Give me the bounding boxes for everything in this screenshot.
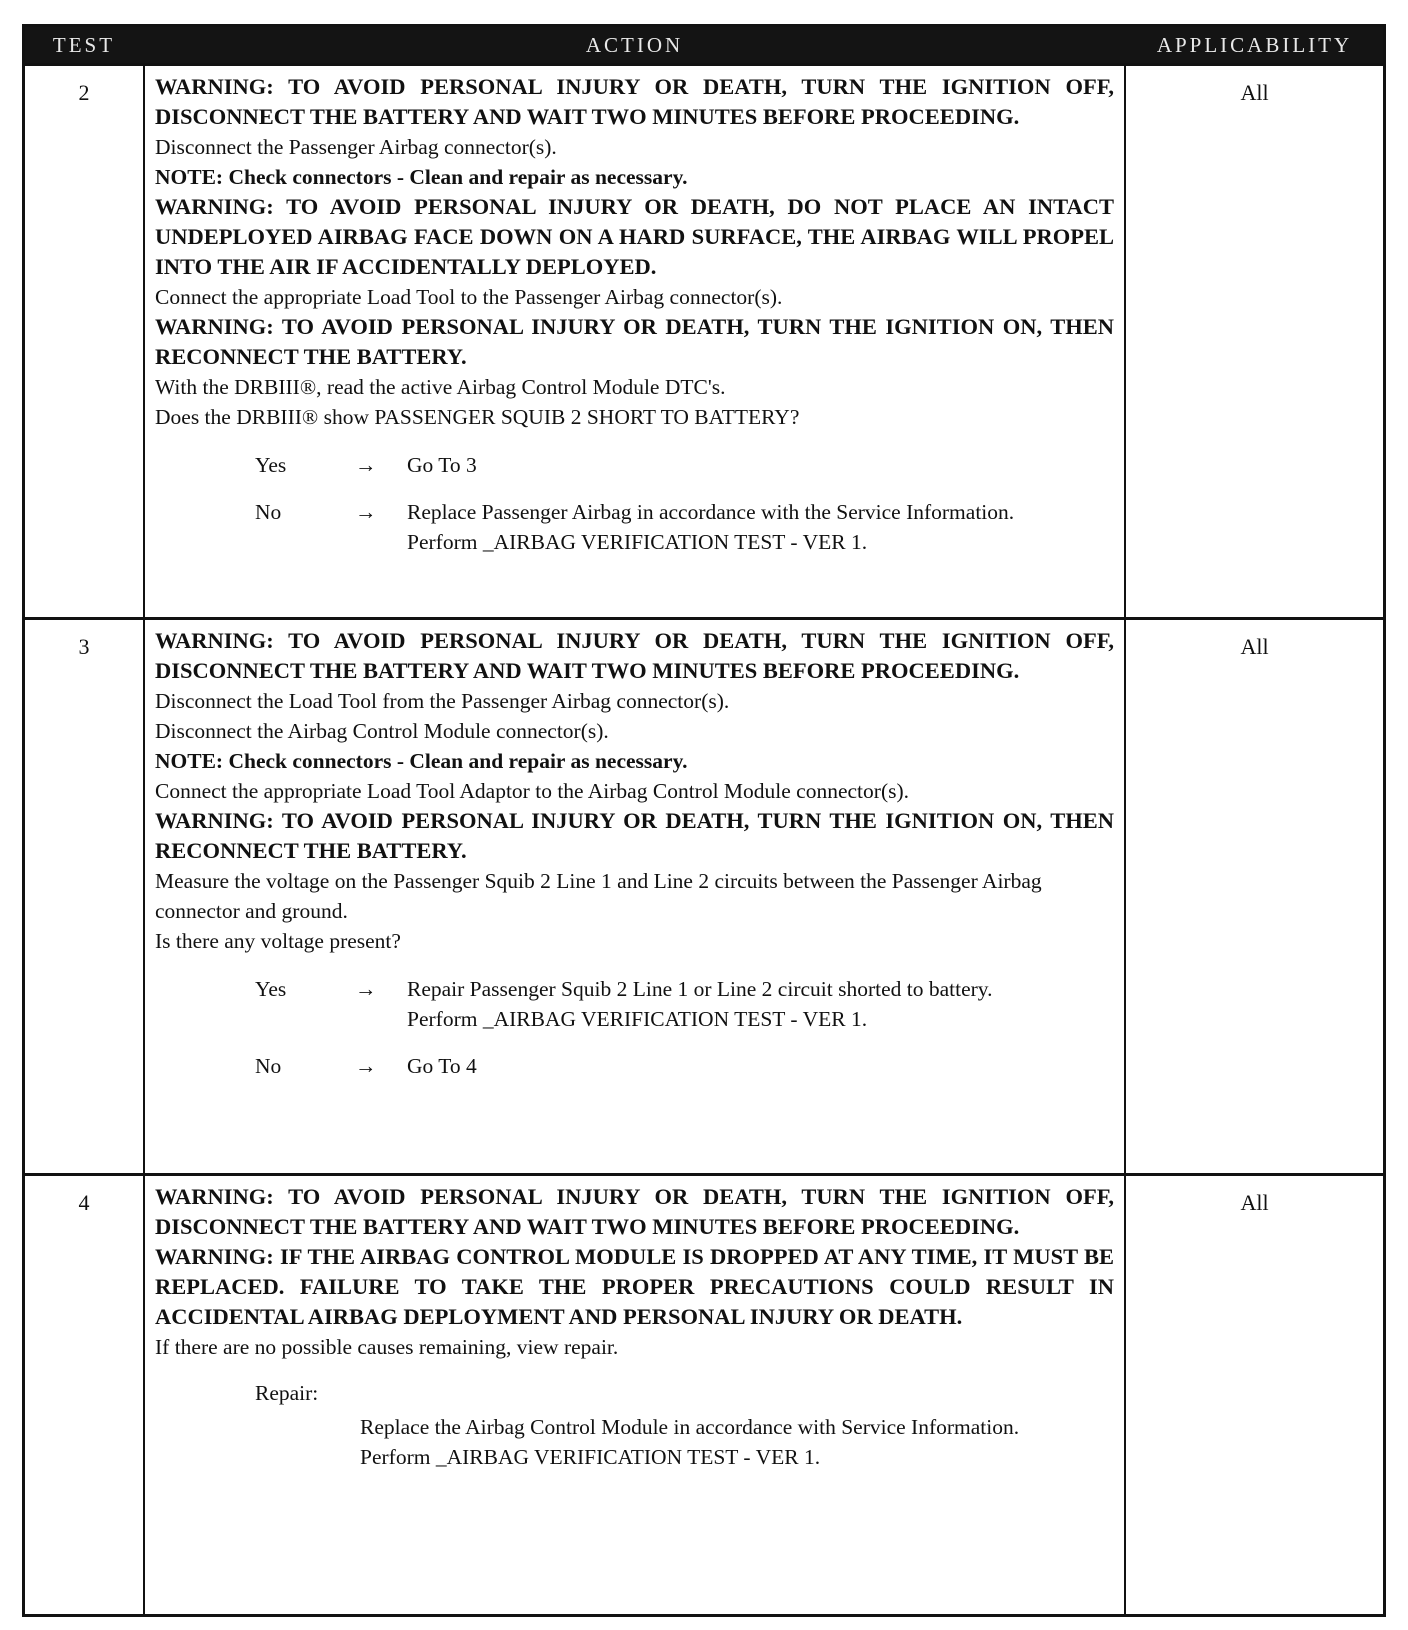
perform-text: Perform _AIRBAG VERIFICATION TEST - VER 1. bbox=[360, 1445, 821, 1469]
note-text: NOTE: Check connectors - Clean and repair as necessary. bbox=[155, 749, 688, 773]
perform-text: Perform _AIRBAG VERIFICATION TEST - VER 1. bbox=[407, 1007, 868, 1031]
table-row bbox=[25, 617, 1383, 1173]
warning-text: WARNING: TO AVOID PERSONAL INJURY OR DEATH, TURN THE IGNITION ON, THEN RECONNECT THE BATTERY. bbox=[155, 808, 1114, 863]
warning-text: WARNING: TO AVOID PERSONAL INJURY OR DEATH, TURN THE IGNITION OFF, DISCONNECT THE BATTERY AND WAIT TWO MINUTES BEFORE PROCEEDING. bbox=[155, 1184, 1114, 1239]
action-step: Disconnect the Passenger Airbag connector(s). bbox=[155, 135, 557, 159]
question-text: Is there any voltage present? bbox=[155, 929, 401, 953]
action-step: Disconnect the Airbag Control Module connector(s). bbox=[155, 719, 609, 743]
note-text: NOTE: Check connectors - Clean and repair as necessary. bbox=[155, 165, 688, 189]
test-number: 4 bbox=[78, 1190, 90, 1215]
applicability-cell: All bbox=[1240, 634, 1269, 659]
action-step: Disconnect the Load Tool from the Passenger Airbag connector(s). bbox=[155, 689, 730, 713]
no-label: No bbox=[255, 500, 282, 524]
repair-instruction: Replace the Airbag Control Module in accordance with Service Information. bbox=[360, 1415, 1020, 1439]
action-step: Connect the appropriate Load Tool to the Passenger Airbag connector(s). bbox=[155, 285, 783, 309]
perform-text: Perform _AIRBAG VERIFICATION TEST - VER 1. bbox=[407, 530, 868, 554]
no-label: No bbox=[255, 1054, 282, 1078]
no-branch bbox=[155, 1051, 1114, 1081]
yes-label: Yes bbox=[255, 977, 287, 1001]
action-cell bbox=[143, 620, 1126, 1173]
action-step: Connect the appropriate Load Tool Adaptor to the Airbag Control Module connector(s). bbox=[155, 779, 910, 803]
header-applicability: APPLICABILITY bbox=[1156, 32, 1353, 57]
warning-text: WARNING: IF THE AIRBAG CONTROL MODULE IS DROPPED AT ANY TIME, IT MUST BE REPLACED. FAILURE TO TAKE THE PROPER PRECAUTIONS COULD RESULT IN ACCIDENTAL AIRBAG DEPLOYMENT AND PERSONAL INJURY OR DEATH. bbox=[155, 1244, 1114, 1329]
test-number: 3 bbox=[78, 634, 90, 659]
table-row bbox=[25, 63, 1383, 617]
no-result: Go To 4 bbox=[407, 1054, 477, 1078]
yes-branch bbox=[155, 974, 1114, 1034]
question-text: Does the DRBIII® show PASSENGER SQUIB 2 SHORT TO BATTERY? bbox=[155, 405, 800, 429]
yes-branch bbox=[155, 450, 1114, 480]
header-action: ACTION bbox=[585, 32, 684, 57]
action-cell bbox=[143, 1176, 1126, 1617]
action-step: Measure the voltage on the Passenger Squib 2 Line 1 and Line 2 circuits between the Passenger Airbag connector and ground. bbox=[155, 869, 1042, 923]
arrow-icon: → bbox=[355, 1054, 377, 1078]
arrow-icon: → bbox=[355, 977, 377, 1001]
test-table bbox=[22, 24, 1386, 1617]
table-header bbox=[25, 27, 1383, 63]
yes-result: Go To 3 bbox=[407, 453, 477, 477]
warning-text: WARNING: TO AVOID PERSONAL INJURY OR DEATH, DO NOT PLACE AN INTACT UNDEPLOYED AIRBAG FACE DOWN ON A HARD SURFACE, THE AIRBAG WILL PROPEL INTO THE AIR IF ACCIDENTALLY DEPLOYED. bbox=[155, 194, 1114, 279]
action-step: With the DRBIII®, read the active Airbag Control Module DTC's. bbox=[155, 375, 726, 399]
no-result bbox=[407, 497, 1114, 557]
table-row bbox=[25, 1173, 1383, 1617]
arrow-icon: → bbox=[355, 500, 377, 524]
header-test: TEST bbox=[52, 32, 116, 57]
no-branch bbox=[155, 497, 1114, 557]
warning-text: WARNING: TO AVOID PERSONAL INJURY OR DEATH, TURN THE IGNITION OFF, DISCONNECT THE BATTERY AND WAIT TWO MINUTES BEFORE PROCEEDING. bbox=[155, 628, 1114, 683]
arrow-icon: → bbox=[355, 453, 377, 477]
applicability-cell: All bbox=[1240, 80, 1269, 105]
warning-text: WARNING: TO AVOID PERSONAL INJURY OR DEATH, TURN THE IGNITION OFF, DISCONNECT THE BATTERY AND WAIT TWO MINUTES BEFORE PROCEEDING. bbox=[155, 74, 1114, 129]
yes-result bbox=[407, 974, 1114, 1034]
test-number: 2 bbox=[78, 80, 90, 105]
warning-text: WARNING: TO AVOID PERSONAL INJURY OR DEATH, TURN THE IGNITION ON, THEN RECONNECT THE BATTERY. bbox=[155, 314, 1114, 369]
applicability-cell: All bbox=[1240, 1190, 1269, 1215]
no-result-text: Replace Passenger Airbag in accordance with the Service Information. bbox=[407, 500, 1015, 524]
action-step: If there are no possible causes remaining, view repair. bbox=[155, 1335, 619, 1359]
action-cell bbox=[143, 66, 1126, 617]
repair-label: Repair: bbox=[255, 1381, 319, 1405]
yes-label: Yes bbox=[255, 453, 287, 477]
yes-result-text: Repair Passenger Squib 2 Line 1 or Line 2 circuit shorted to battery. bbox=[407, 977, 993, 1001]
repair-text bbox=[155, 1412, 1114, 1472]
